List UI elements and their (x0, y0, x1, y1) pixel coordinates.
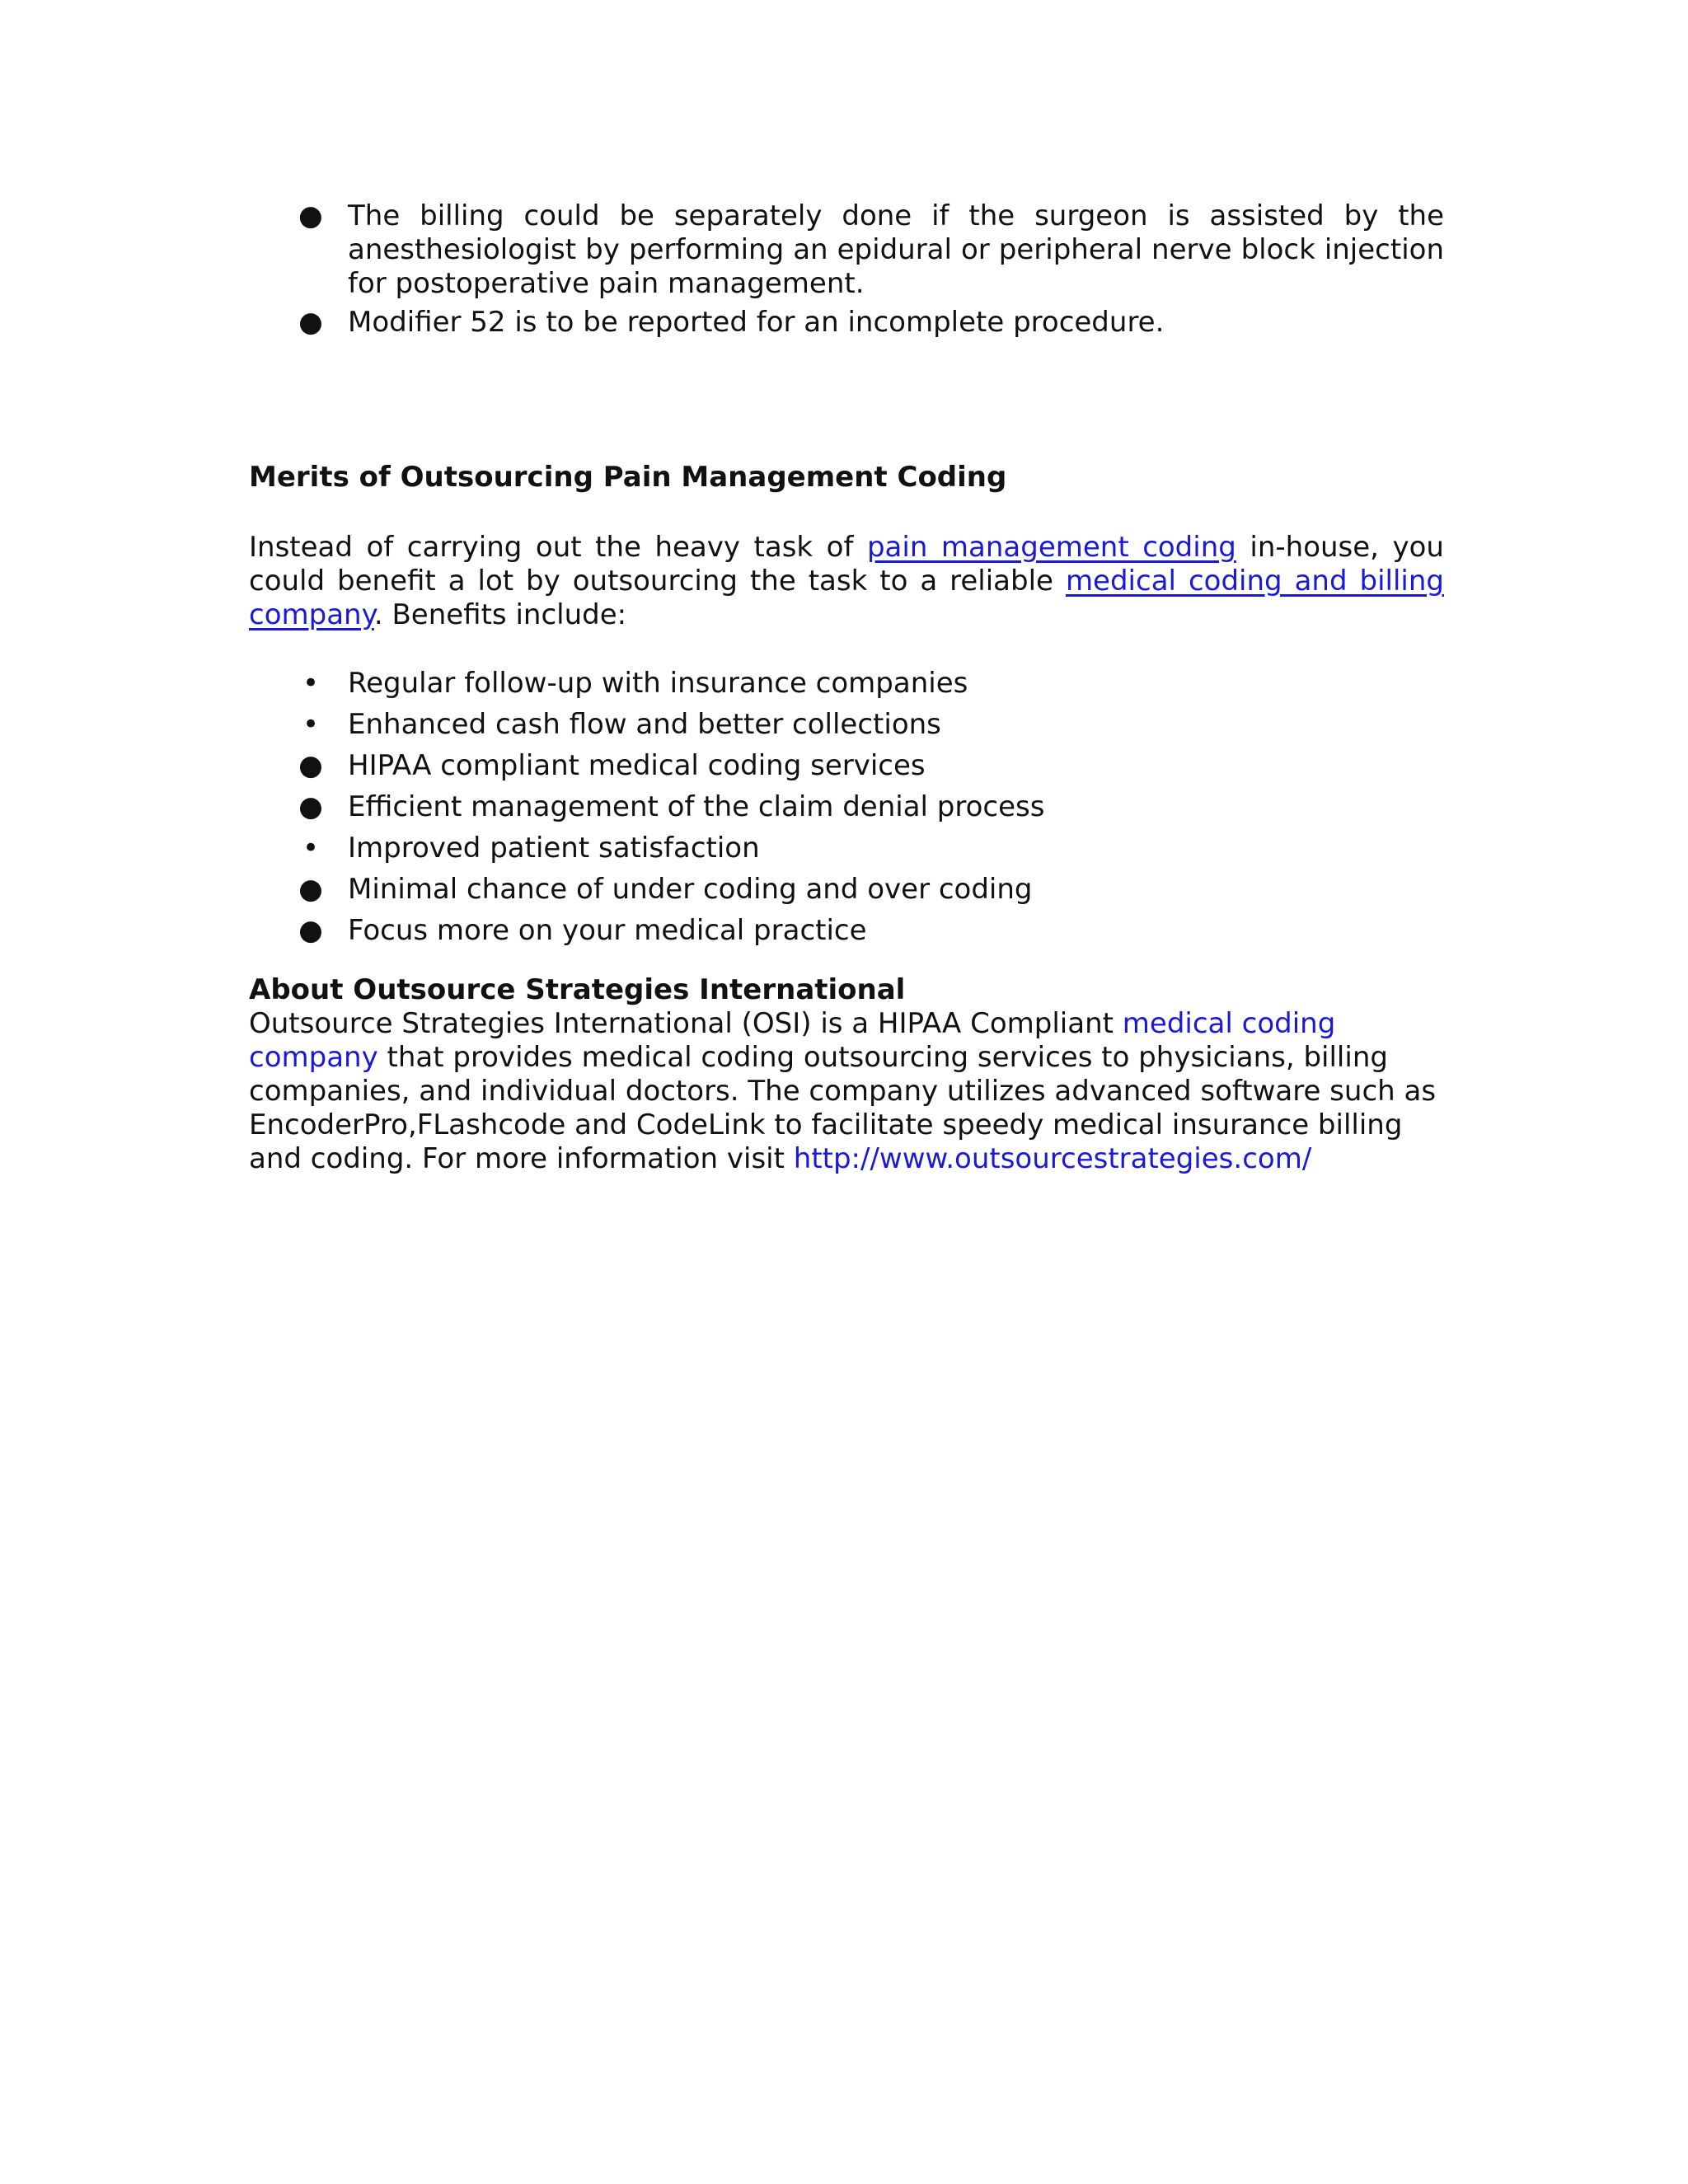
list-item (249, 830, 1444, 866)
website-link[interactable]: http://www.outsourcestrategies.com/ (793, 1142, 1312, 1175)
list-item-text: Focus more on your medical practice (348, 914, 867, 947)
list-item (249, 706, 1444, 743)
bullet-icon: ● (298, 873, 323, 906)
benefits-list (249, 665, 1444, 949)
about-paragraph (249, 1007, 1444, 1176)
list-item-text: Regular follow-up with insurance companies (348, 667, 968, 700)
about-text: that provides medical coding outsourcing services to physicians, billing companies, and individual doctors. The company utilizes advanced software such as EncoderPro,FLashcode and CodeLink to facilitate speedy medical insurance billing and coding. For more information visit (249, 1041, 1437, 1175)
intro-text: . Benefits include: (373, 598, 627, 631)
list-item-text: Minimal chance of under coding and over coding (348, 873, 1033, 906)
medical-coding-billing-company-link[interactable]: medical coding and billing company (249, 565, 1444, 631)
bullet-icon: ● (298, 790, 323, 823)
list-item (249, 871, 1444, 907)
list-item-text: Improved patient satisfaction (348, 832, 760, 865)
bullet-icon: • (302, 832, 320, 865)
pain-management-coding-link[interactable]: pain management coding (866, 531, 1236, 564)
about-heading: About Outsource Strategies International (249, 973, 906, 1006)
intro-text: in-house, you could benefit a lot by outsourcing the task to a reliable (249, 531, 1444, 598)
list-item (249, 199, 1444, 301)
about-text: Outsource Strategies International (OSI) is a HIPAA Compliant (249, 1007, 1123, 1040)
list-item (249, 306, 1444, 340)
bullet-icon: • (302, 667, 320, 700)
list-item-text: The billing could be separately done if the surgeon is assisted by the anesthesiologist by performing an epidural or peripheral nerve block injection for postoperative pain management. (348, 199, 1444, 300)
bullet-icon: • (302, 708, 320, 741)
list-item-text: HIPAA compliant medical coding services (348, 749, 926, 782)
list-item (249, 789, 1444, 825)
merits-heading: Merits of Outsourcing Pain Management Coding (249, 461, 1007, 494)
procedure-notes-list (249, 199, 1444, 340)
list-item-text: Efficient management of the claim denial process (348, 790, 1045, 823)
bullet-icon: ● (298, 306, 323, 339)
document-content (249, 199, 1444, 1176)
bullet-icon: ● (298, 199, 323, 232)
merits-intro-paragraph (249, 531, 1444, 632)
list-item (249, 665, 1444, 701)
list-item-text: Modifier 52 is to be reported for an incomplete procedure. (348, 306, 1165, 339)
bullet-icon: ● (298, 749, 323, 782)
medical-coding-company-link[interactable]: medical coding company (249, 1007, 1336, 1074)
list-item (249, 748, 1444, 784)
list-item (249, 912, 1444, 949)
bullet-icon: ● (298, 914, 323, 947)
list-item-text: Enhanced cash flow and better collections (348, 708, 941, 741)
intro-text: Instead of carrying out the heavy task of (249, 531, 867, 564)
